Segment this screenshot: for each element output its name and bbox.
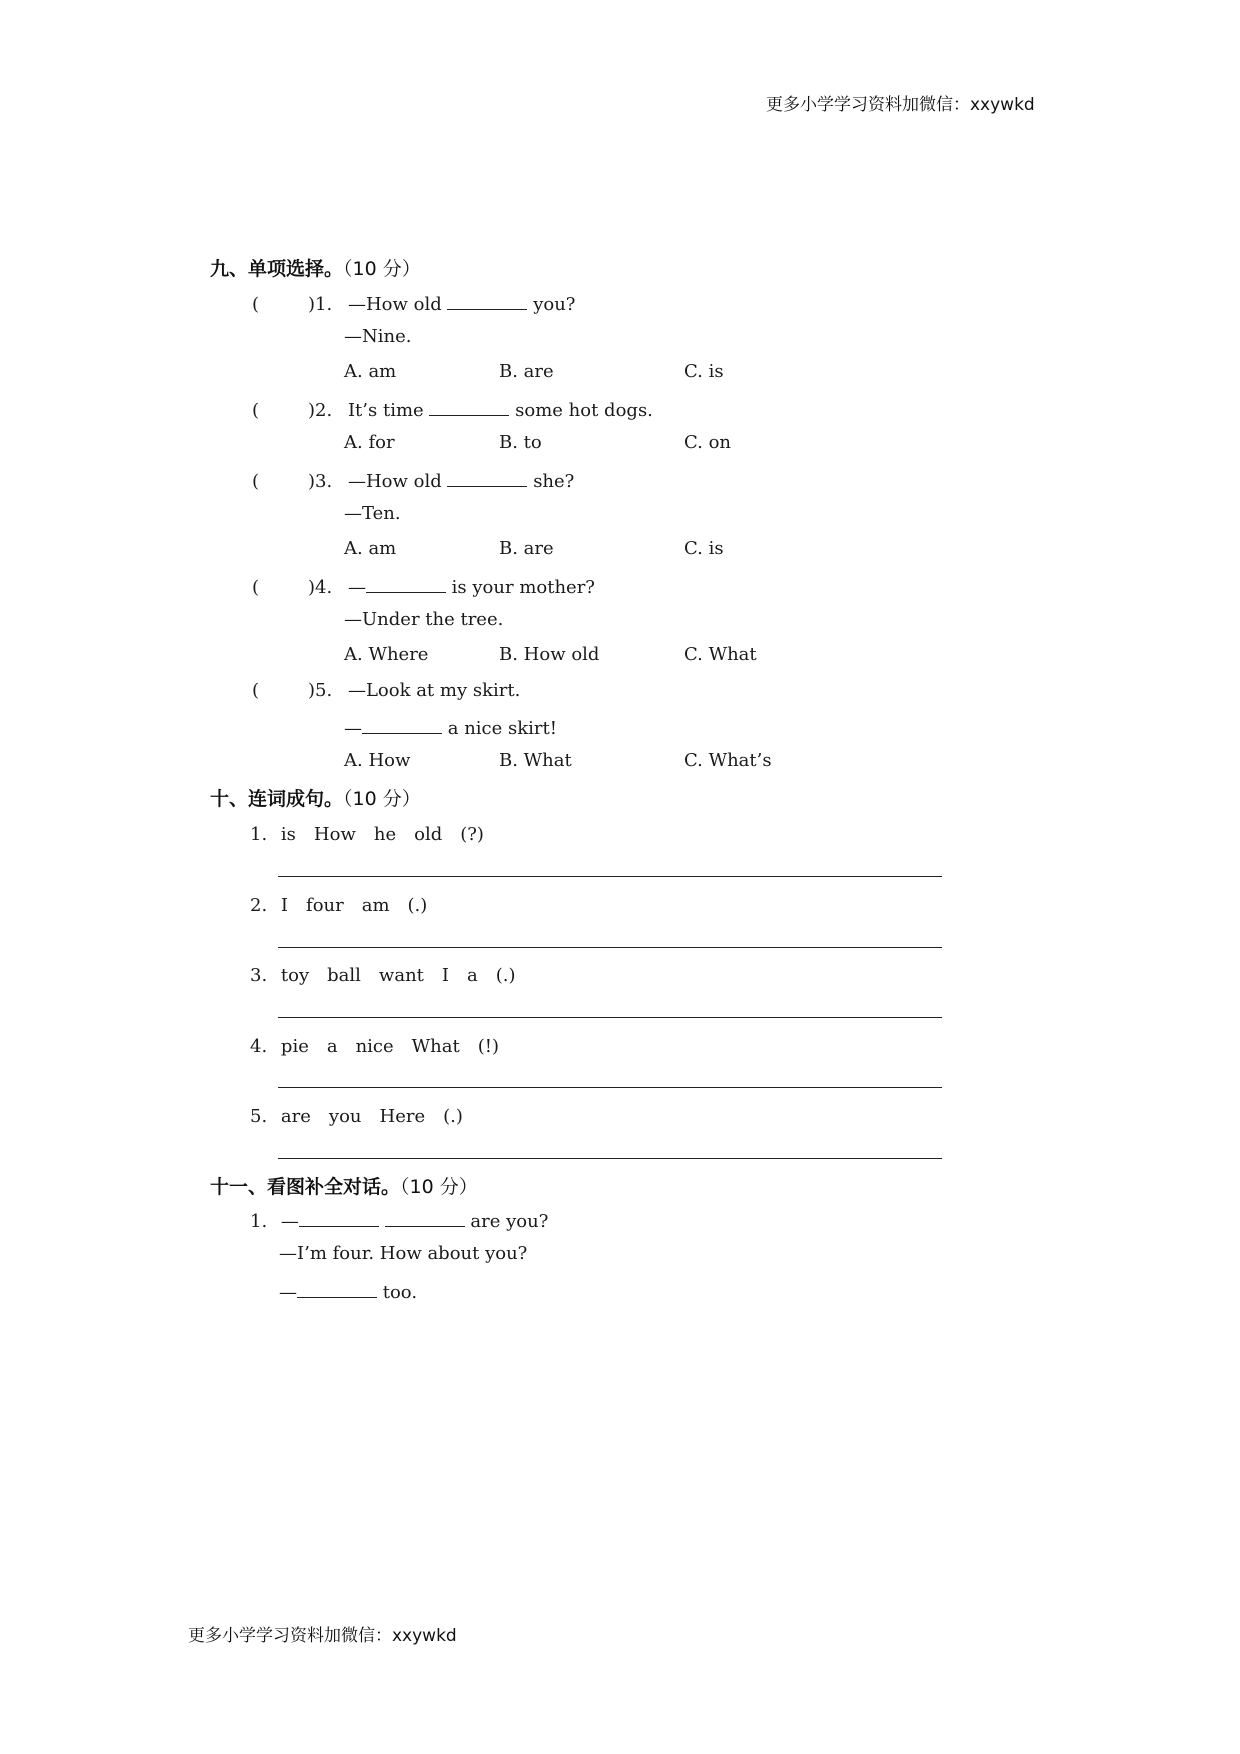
answer-line[interactable] [278,947,942,948]
question-stem: It’s time [347,400,424,421]
word-list: toy ball want I a (.) [280,965,516,986]
dialogue-line-3 [279,1279,417,1303]
answer-blank[interactable] [447,291,527,310]
question-stem: —How old [347,471,442,492]
header-note: 更多小学学习资料加微信：xxywkd [766,95,1035,115]
answer-line[interactable] [278,1017,942,1018]
option-a[interactable]: A. am [344,361,397,382]
question-3 [252,468,574,492]
answer-blank[interactable] [429,397,509,416]
answer-line[interactable] [278,1087,942,1088]
item-number: 2. [250,895,268,916]
option-b[interactable]: B. How old [499,644,600,665]
answer-blank[interactable] [447,468,527,487]
answer-paren[interactable]: ( [252,400,260,421]
item-number: 1. [250,1211,268,1232]
word-list: pie a nice What (!) [280,1036,500,1057]
answer-paren[interactable]: ( [252,680,260,701]
question-stem: —How old [347,294,442,315]
item-number: 4. [250,1036,268,1057]
option-a[interactable]: A. How [344,750,411,771]
option-a[interactable]: A. am [344,538,397,559]
question-number: )3. [308,471,333,492]
word-list: is How he old (?) [280,824,484,845]
answer-paren[interactable]: ( [252,471,260,492]
word-list: I four am (.) [280,895,428,916]
question-2 [252,397,653,421]
line-dash: — [279,1282,297,1303]
question-number: )4. [308,577,333,598]
reorder-item-1 [250,820,484,846]
question-number: )2. [308,400,333,421]
question-reply: —Nine. [344,326,412,347]
option-a[interactable]: A. for [344,432,395,453]
dialogue-line-2: —I’m four. How about you? [279,1243,528,1264]
question-stem-end: you? [533,294,576,315]
question-reply: —Ten. [344,503,401,524]
option-c[interactable]: C. What [684,644,757,665]
section10-points: （10 分） [343,788,421,810]
section11-heading [210,1172,478,1199]
answer-blank[interactable] [299,1208,379,1227]
item-number: 1. [250,824,268,845]
option-c[interactable]: C. is [684,538,724,559]
question-1 [252,291,575,315]
reply-dash: — [344,718,362,739]
word-list: are you Here (.) [280,1106,463,1127]
item-number: 3. [250,965,268,986]
item-number: 5. [250,1106,268,1127]
section11-title: 十一、看图补全对话。 [210,1176,401,1198]
section9-title: 九、单项选择。 [210,258,344,280]
section9-heading [210,254,421,281]
answer-paren[interactable]: ( [252,577,260,598]
question-reply: —Under the tree. [344,609,504,630]
reorder-item-4 [250,1032,499,1058]
answer-blank[interactable] [385,1208,465,1227]
reply-end: a nice skirt! [447,718,557,739]
question-reply [344,715,557,739]
option-b[interactable]: B. are [499,538,554,559]
question-stem: — [347,577,366,598]
option-a[interactable]: A. Where [344,644,429,665]
line-dash: — [280,1211,299,1232]
question-5 [252,680,520,701]
answer-line[interactable] [278,1158,942,1159]
section10-heading [210,784,421,811]
question-number: )1. [308,294,333,315]
answer-paren[interactable]: ( [252,294,260,315]
option-b[interactable]: B. to [499,432,542,453]
footer-note: 更多小学学习资料加微信：xxywkd [188,1626,457,1646]
option-b[interactable]: B. are [499,361,554,382]
option-c[interactable]: C. is [684,361,724,382]
option-b[interactable]: B. What [499,750,572,771]
answer-line[interactable] [278,876,942,877]
question-stem-end: is your mother? [451,577,595,598]
question-4 [252,574,595,598]
question-number: )5. [308,680,333,701]
question-stem: —Look at my skirt. [347,680,521,701]
line-end: too. [382,1282,418,1303]
section9-points: （10 分） [343,258,421,280]
reorder-item-2 [250,891,427,917]
answer-blank[interactable] [366,574,446,593]
reorder-item-3 [250,961,516,987]
option-c[interactable]: C. on [684,432,732,453]
answer-blank[interactable] [297,1279,377,1298]
dialogue-line-1 [250,1208,548,1232]
question-stem-end: she? [533,471,575,492]
section10-title: 十、连词成句。 [210,788,344,810]
option-c[interactable]: C. What’s [684,750,772,771]
question-stem-end: some hot dogs. [515,400,653,421]
answer-blank[interactable] [362,715,442,734]
line-end: are you? [470,1211,549,1232]
section11-points: （10 分） [400,1176,478,1198]
reorder-item-5 [250,1102,463,1128]
